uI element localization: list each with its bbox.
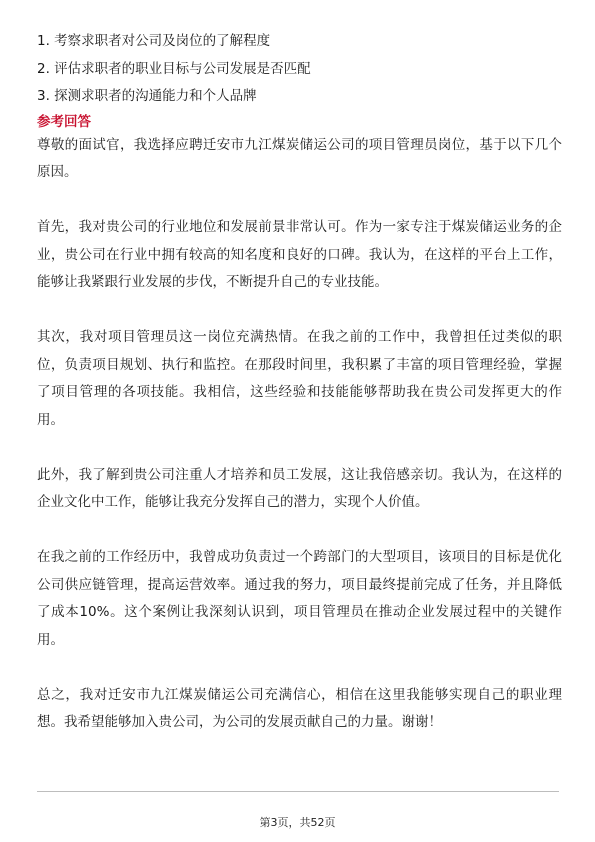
purpose-item: 3. 探测求职者的沟通能力和个人品牌 [37, 88, 257, 104]
answer-paragraph-experience: 在我之前的工作经历中，我曾成功负责过一个跨部门的大型项目，该项目的目标是优化公司供应链管理，提高运营效率。通过我的努力，项目最终提前完成了任务，并且降低了成本10%。这个案例让我深刻认识到，项目管理员在推动企业发展过程中的关键作用。 [37, 549, 562, 648]
paragraph-spacer [37, 297, 562, 325]
answer-paragraph-intro: 尊敬的面试官，我选择应聘迁安市九江煤炭储运公司的项目管理员岗位，基于以下几个原因。 [37, 136, 562, 180]
answer-paragraph-additionally: 此外，我了解到贵公司注重人才培养和员工发展，这让我倍感亲切。我认为，在这样的企业文化中工作，能够让我充分发挥自己的潜力，实现个人价值。 [37, 466, 562, 510]
page-content [37, 28, 562, 737]
page-number: 第3页，共52页 [259, 816, 336, 829]
paragraph-spacer [37, 654, 562, 682]
answer-paragraph-first: 首先，我对贵公司的行业地位和发展前景非常认可。作为一家专注于煤炭储运业务的企业，贵公司在行业中拥有较高的知名度和良好的口碑。我认为，在这样的平台上工作，能够让我紧跟行业发展的步伐，不断提升自己的专业技能。 [37, 219, 562, 290]
answer-heading: 参考回答 [37, 113, 91, 130]
paragraph-spacer [37, 187, 562, 215]
footer-divider [37, 791, 559, 792]
purpose-item: 1. 考察求职者对公司及岗位的了解程度 [37, 33, 271, 49]
question-purpose-list [37, 28, 562, 111]
paragraph-spacer [37, 517, 562, 545]
purpose-item: 2. 评估求职者的职业目标与公司发展是否匹配 [37, 60, 311, 77]
answer-paragraph-second: 其次，我对项目管理员这一岗位充满热情。在我之前的工作中，我曾担任过类似的职位，负责项目规划、执行和监控。在那段时间里，我积累了丰富的项目管理经验，掌握了项目管理的各项技能。我相信，这些经验和技能能够帮助我在贵公司发挥更大的作用。 [37, 329, 562, 428]
answer-paragraph-conclusion: 总之，我对迁安市九江煤炭储运公司充满信心，相信在这里我能够实现自己的职业理想。我希望能够加入贵公司，为公司的发展贡献自己的力量。谢谢！ [37, 686, 562, 730]
paragraph-spacer [37, 434, 562, 462]
